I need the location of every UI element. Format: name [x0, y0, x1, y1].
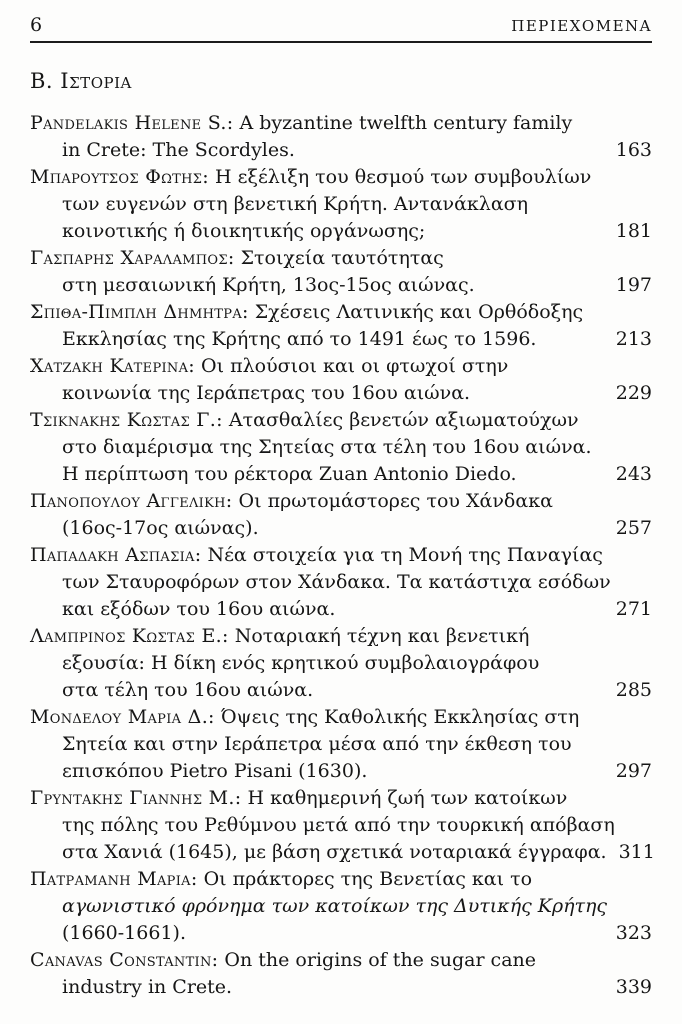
toc-line: [30, 434, 652, 461]
toc-line: [30, 380, 652, 407]
page-number: 271: [615, 598, 652, 620]
toc-entry: [30, 785, 655, 866]
page-number: 323: [615, 922, 652, 944]
toc-entry: [30, 704, 652, 785]
toc-entry: [30, 164, 652, 245]
author-name: Τσικνακης Κωστας Γ.:: [30, 409, 223, 431]
running-title: ΠΕΡΙΕΧΟΜΕΝΑ: [511, 17, 652, 35]
toc-entry: [30, 110, 652, 164]
title-text: Στοιχεία ταυτότητας: [240, 247, 444, 269]
title-text: των Σταυροφόρων στον Χάνδακα. Τα κατάστιχα εσόδων: [62, 571, 611, 593]
toc-line: [30, 569, 652, 596]
page-number: 257: [615, 517, 652, 539]
toc-line: [30, 461, 652, 488]
toc-line: [30, 407, 652, 434]
page-number: 229: [615, 382, 652, 404]
toc-entry: [30, 299, 652, 353]
toc-line: [30, 515, 652, 542]
page-number: 181: [615, 220, 652, 242]
author-name: Γρυντακης Γιαννης Μ.:: [30, 787, 242, 809]
toc-entry: [30, 245, 652, 299]
page-number: 311: [618, 841, 655, 863]
toc-entry: [30, 353, 652, 407]
page-number: 339: [615, 976, 652, 998]
toc-line: [30, 650, 652, 677]
author-name: Μονδελου Μαρια Δ.:: [30, 706, 215, 728]
toc-line: [30, 218, 652, 245]
author-name: Παπαδακη Ασπασια:: [30, 544, 202, 566]
title-text: της πόλης του Ρεθύμνου μετά από την τουρκική απόβαση: [62, 814, 615, 836]
title-text: κοινοτικής ή διοικητικής οργάνωσης;: [62, 220, 426, 242]
page-number: 213: [615, 328, 652, 350]
toc-line: [30, 731, 652, 758]
toc-entry: [30, 947, 652, 1001]
page-number: 243: [615, 463, 652, 485]
toc-entry: [30, 866, 652, 947]
page-number: 163: [615, 139, 652, 161]
section-heading: Β. Ιστορια: [30, 69, 132, 93]
toc-line: [30, 164, 652, 191]
title-text: Η εξέλιξη του θεσμού των συμβουλίων: [215, 166, 592, 188]
title-text: των ευγενών στη βενετική Κρήτη. Αντανάκλαση: [62, 193, 529, 215]
title-text: επισκόπου Pietro Pisani (1630).: [62, 760, 368, 782]
title-text: στα Χανιά (1645), με βάση σχετικά νοταριακά έγγραφα.: [62, 841, 607, 863]
toc-line: [30, 758, 652, 785]
title-text: (1660-1661).: [62, 922, 186, 944]
toc-line: [30, 488, 652, 515]
toc-line: [30, 191, 652, 218]
author-name: Λαμπρινος Κωστας Ε.:: [30, 625, 229, 647]
page-number: 297: [615, 760, 652, 782]
author-name: Σπιθα-Πιμπλη Δημητρα:: [30, 301, 249, 323]
title-text: Η περίπτωση του ρέκτορα Zuan Antonio Diedo.: [62, 463, 517, 485]
toc-line: [30, 866, 652, 893]
title-text: Οι πράκτορες της Βενετίας και το: [203, 868, 533, 890]
title-text: και εξόδων του 16ου αιώνα.: [62, 598, 336, 620]
title-text: Οι πρωτομάστορες του Χάνδακα: [238, 490, 553, 512]
toc-line: [30, 893, 652, 920]
title-text: in Crete: The Scordyles.: [62, 139, 295, 161]
author-name: Χατζακη Κατερινα:: [30, 355, 195, 377]
author-name: Canavas Constantin:: [30, 949, 219, 971]
title-text: Ατασθαλίες βενετών αξιωματούχων: [228, 409, 579, 431]
toc-entry: [30, 542, 652, 623]
page-header: [30, 0, 652, 43]
title-text: αγωνιστικό φρόνημα των κατοίκων της Δυτικής Κρήτης: [62, 895, 608, 917]
title-text: Εκκλησίας της Κρήτης από το 1491 έως το 1596.: [62, 328, 537, 350]
title-text: κοινωνία της Ιεράπετρας του 16ου αιώνα.: [62, 382, 471, 404]
page-number: 197: [615, 274, 652, 296]
toc-line: [30, 110, 652, 137]
toc-line: [30, 326, 652, 353]
title-text: εξουσία: Η δίκη ενός κρητικού συμβολαιογράφου: [62, 652, 540, 674]
toc-line: [30, 137, 652, 164]
toc-line: [30, 974, 652, 1001]
toc-line: [30, 623, 652, 650]
author-name: Μπαρουτσος Φωτης:: [30, 166, 209, 188]
toc-line: [30, 299, 652, 326]
author-name: Πανοπουλου Αγγελικη:: [30, 490, 233, 512]
title-text: Σητεία και στην Ιεράπετρα μέσα από την έκθεση του: [62, 733, 572, 755]
toc-line: [30, 839, 655, 866]
title-text: Οι πλούσιοι και οι φτωχοί στην: [201, 355, 509, 377]
toc-line: [30, 920, 652, 947]
author-name: Γασπαρης Χαραλαμπος:: [30, 247, 235, 269]
author-name: Pandelakis Helene S.:: [30, 112, 234, 134]
title-text: Όψεις της Καθολικής Εκκλησίας στη: [220, 706, 580, 728]
toc-line: [30, 353, 652, 380]
title-text: στα τέλη του 16ου αιώνα.: [62, 679, 314, 701]
title-text: On the origins of the sugar cane: [224, 949, 537, 971]
title-text: στη μεσαιωνική Κρήτη, 13ος-15ος αιώνας.: [62, 274, 475, 296]
toc-line: [30, 245, 652, 272]
author-name: Πατραμανη Μαρια:: [30, 868, 198, 890]
title-text: στο διαμέρισμα της Σητείας στα τέλη του 16ου αιώνα.: [62, 436, 592, 458]
toc-line: [30, 947, 652, 974]
toc-line: [30, 785, 652, 812]
toc-line: [30, 272, 652, 299]
toc-line: [30, 596, 652, 623]
title-text: industry in Crete.: [62, 976, 233, 998]
page-number: 285: [615, 679, 652, 701]
folio-number: 6: [30, 14, 43, 36]
title-text: Νοταριακή τέχνη και βενετική: [234, 625, 530, 647]
title-text: Η καθημερινή ζωή των κατοίκων: [247, 787, 568, 809]
toc-line: [30, 677, 652, 704]
title-text: Νέα στοιχεία για τη Μονή της Παναγίας: [207, 544, 603, 566]
toc-entry: [30, 623, 652, 704]
toc-line: [30, 542, 652, 569]
toc-entries: [30, 110, 655, 1001]
title-text: A byzantine twelfth century family: [239, 112, 573, 134]
toc-line: [30, 704, 652, 731]
toc-entry: [30, 488, 652, 542]
toc-entry: [30, 407, 652, 488]
toc-line: [30, 812, 652, 839]
title-text: (16ος-17ος αιώνας).: [62, 517, 259, 539]
title-text: Σχέσεις Λατινικής και Ορθόδοξης: [254, 301, 584, 323]
